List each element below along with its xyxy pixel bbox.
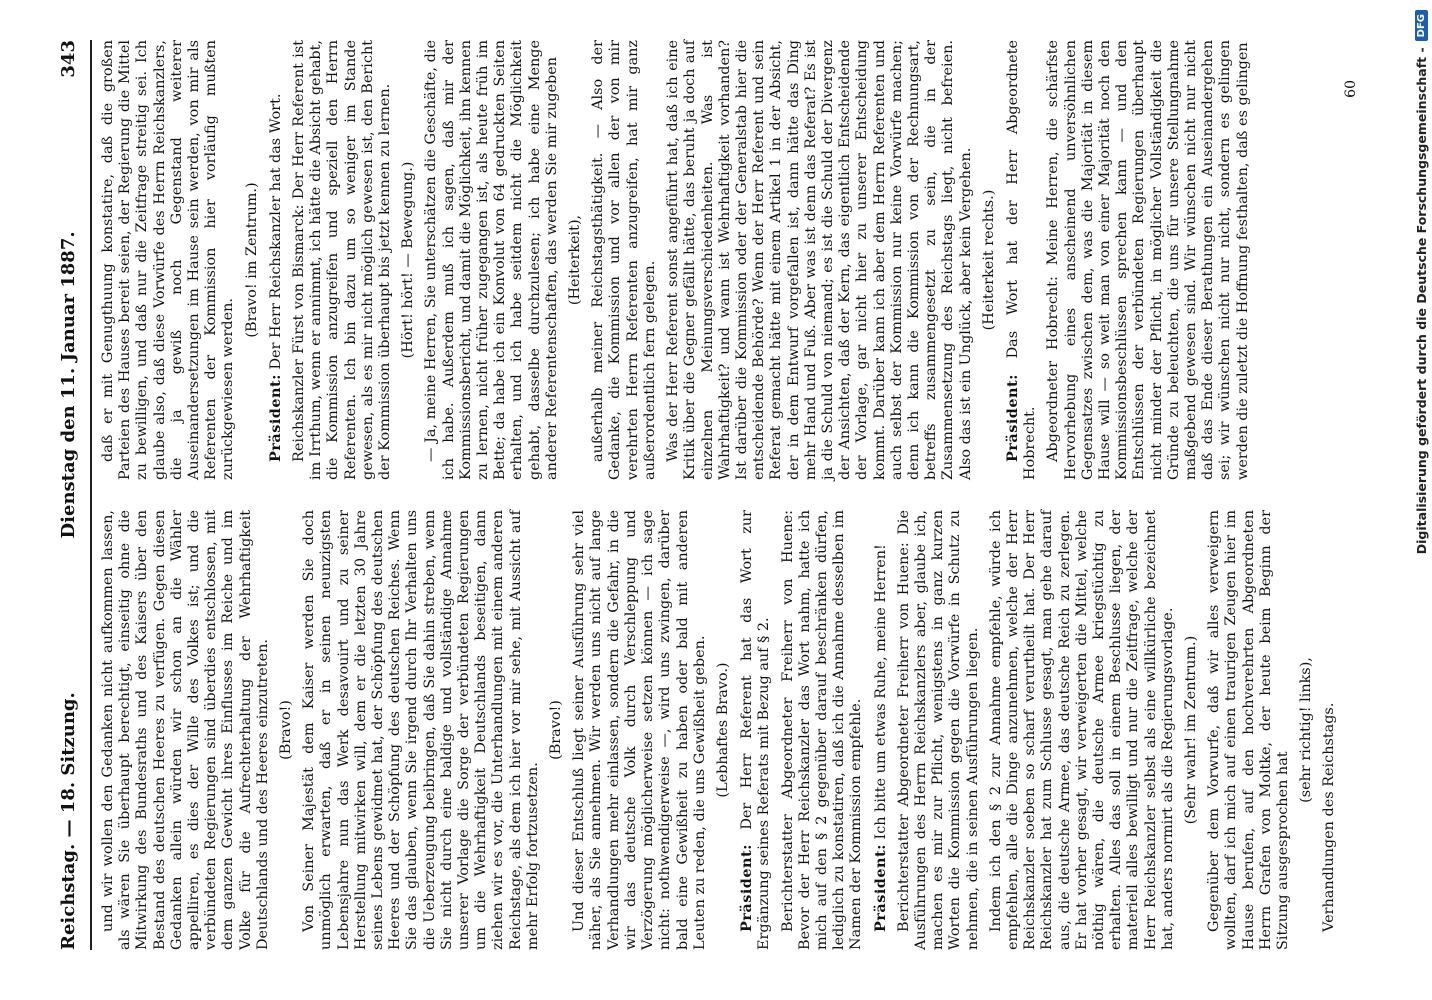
paragraph: daß er mit Genugthuung konstatire, daß die großen Parteien des Hauses bereit seien, der Regierung die Mittel zu bewilligen, und daß nur die Zeitfrage streitig sei. Ich glaube also, daß diese Vorwürfe des Herrn Reichskanzlers, die ja gewiß noch Gegenstand weiterer Auseinandersetzungen im Hause sein werden, von mir als Referenten der Kommission hier vorläufig mußten zurückgewiesen werden. [100,40,237,480]
page-header [60,40,92,950]
speaker-paragraph [872,510,890,950]
paragraph: Indem ich den § 2 zur Annahme empfehle, würde ich empfehlen, alle die Dinge anzunehmen, welche der Herr Reichskanzler soeben so scharf verurtheilt hat. Der Herr Reichskanzler hat zum Schlusse gesagt, man gehe darauf aus, die deutsche Armee, das deutsche Reich zu zerlegen. Er hat vorher gesagt, wir verweigerten die Mittel, welche nöthig wären, die deutsche Armee kriegstüchtig zu erhalten. Alles das soll in einem Beschlusse liegen, der materiell alles bewilligt und nur die Zeitfrage, welche der Herr Reichskanzler selbst als eine willkürliche bezeichnet hat, anders normirt als die Regierungsvorlage. [987,510,1176,950]
paragraph: Abgeordneter Hobrecht: Meine Herren, die schärfste Hervorhebung eines anscheinend unversöhnlichen Gegensatzes zwischen dem, was die Majorität in diesem Hause will — so weit man von einer Majorität noch den Kommissionsbeschlüssen sprechen kann — und den Entschlüssen der verbündeten Regierungen überhaupt nicht minder der Pflicht, in möglicher Vollständigkeit die Gründe zu beleuchten, die uns für unsere Stellungnahme maßgebend gewesen sind. Wir wünschen nicht nur nicht daß das Ende dieser Berathungen ein Auseinandergehen sei; wir wünschen nicht nur nicht, sondern es gelingen werden die zuletzt die Hoffnung festhalten, daß es gelingen [1045,40,1251,480]
speaker-paragraph [738,510,773,950]
page-number: 343 [58,40,79,78]
paragraph: — Ja, meine Herren, Sie unterschätzen die Geschäfte, die ich habe. Außerdem muß ich sagen, daß mir der Kommissionsbericht, und damit die Möglichkeit, ihn kennen zu lernen, nicht früher zugegangen ist, als heute früh im Bette; da habe ich ein Konvolut von 64 gedruckten Seiten erhalten, und ich habe seitdem nicht die Möglichkeit gehabt, dasselbe durchzulesen; ich habe eine Menge anderer Referentenschaften, das werden Sie mir zugeben [423,40,560,480]
stage-direction: (Bravo! im Zentrum.) [243,182,260,338]
speaker-text: Ich bitte um etwas Ruhe, meine Herren! [872,544,889,840]
speaker-name: Präsident: [1003,374,1021,462]
stage-direction: (Lebhaftes Bravo.) [714,662,731,798]
text-columns [100,39,1338,950]
paragraph: Und dieser Entschluß liegt seiner Ausführung sehr viel näher, als Sie annehmen. Wir werden uns nicht auf lange Verhandlungen mehr einlassen, sondern die Gefahr, in die wir das deutsche Volk durch Verschleppung und Verzögerung möglicherweise setzen können — ich sage nicht: nothwendigerweise —, wird uns zwingen, darüber bald eine Gewißheit zu haben oder bald mit anderen Leuten zu reden, die uns Gewißheit geben. [571,510,708,950]
speaker-paragraph [267,40,285,480]
paragraph: Von Seiner Majestät dem Kaiser werden Sie doch unmöglich erwarten, daß er in seinen neunzigsten Lebensjahre nun das Werk desavouirt und zu seiner Herstellung mitwirken will, dem er die letzten 30 Jahre seines Lebens gewidmet hat, der Schöpfung des deutschen Heeres und der Schöpfung des deutschen Reiches. Wenn Sie das glauben, wenn Sie irgend durch Ihr Verhalten uns die Ueberzeugung beibringen, daß Sie dahin streben, wenn Sie nicht durch eine baldige und vollständige Annahme unserer Vorlage die Sorge der verbündeten Regierungen um die Wehrhaftigkeit Deutschlands beseitigen, dann ziehen wir es vor, die Unterhandlungen mit einem anderen Reichstage, als dem ich hier vor mir sehe, mit Aussicht auf mehr Erfolg fortzusetzen. [301,510,541,950]
speaker-paragraph [1004,40,1039,480]
speaker-name: Präsident: [871,844,889,932]
stage-direction: (Sehr wahr! im Zentrum.) [1182,635,1199,825]
stage-direction: (Hört! hört! — Bewegung.) [400,161,417,359]
stage-direction: (Bravo!) [548,700,565,760]
credit-text: Digitalisierung gefördert durch die Deutsche Forschungsgemeinschaft - [1413,47,1429,555]
speaker-name: Präsident: [738,844,756,932]
paragraph: Gegenüber dem Vorwurfe, daß wir alles verweigern wollten, darf ich mich auf einen traurigen Zeugen hier im Hause berufen, auf den hochverehrten Abgeordneten Herrn Grafen von Moltke, der heute beim Beginn der Sitzung ausgesprochen hat [1206,510,1291,950]
paragraph: und wir wollen den Gedanken nicht aufkommen lassen, als wären Sie überhaupt berechtigt, einseitig ohne die Mitwirkung des Bundesraths und des Kaisers über den Bestand des deutschen Heeres zu verfügen. Gegen diesen Gedanken allein würden wir schon an die Wähler appelliren, es dies der Wille des Volkes ist; und die verbündeten Regierungen sind überdies entschlossen, mit dem ganzen Gewicht ihres Einflusses im Reiche und im Volke für die Aufrechterhaltung der Wehrhaftigkeit Deutschlands und des Heeres einzutreten. [100,510,271,950]
digitization-credit [1412,10,1430,990]
paragraph: Reichskanzler Fürst von Bismarck: Der Herr Referent ist im Irrthum, wenn er annimmt, ich hätte die Absicht gehabt, die Kommission anzugreifen und speziell den Herrn Referenten. Ich bin dazu um so weniger im Stande gewesen, als es mir nicht möglich gewesen ist, den Bericht der Kommission überhaupt bis jetzt kennen zu lernen. [291,40,394,480]
stage-direction: (Bravo!) [278,700,295,760]
paragraph: Berichterstatter Abgeordneter Freiherr von Huene: Bevor der Herr Reichskanzler das Wort nahm, hatte ich mich auf den § 2 gegenüber darauf beschränken dürfen, lediglich zu konstatiren, daß ich die Annahme desselben im Namen der Kommission empfehle. [779,510,865,950]
stage-direction: (Heiterkeit rechts.) [980,189,997,331]
left-column [100,510,1338,950]
paragraph: Verhandlungen des Reichstags. [1321,702,1338,932]
stage-direction: (sehr richtig! links), [1298,657,1315,803]
speaker-text: Das Wort hat der Herr Abgeordnete Hobrecht. [1004,39,1039,480]
page-foot: 60 [1342,80,1359,98]
speaker-text: Der Herr Referent hat das Wort zur Ergänzung seines Referats mit Bezug auf § 2. [739,510,773,950]
paragraph: Berichterstatter Abgeordneter Freiherr von Huene: Die Ausführungen des Herrn Reichskanzlers aber, glaube ich, machen es mir zur Pflicht, wenigstens in ganz kurzen Worten die Kommission gegen die Vorwürfe in Schutz zu nehmen, die in seinen Ausführungen liegen. [895,510,981,950]
header-left: Reichstag. — 18. Sitzung. [58,692,79,950]
scanned-page [20,0,1390,990]
paragraph: Was der Herr Referent sonst angeführt hat, daß ich eine Kritik über die Gegner gefällt hätte, das beruht ja doch auf einzelnen Meinungsverschiedenheiten. Was ist Wahrhaftigkeit? und wann ist Wehrhaftigkeit vorhanden? Ist darüber die Kommission oder der Generalstab hier die entscheidende Behörde? Wenn der Herr Referent und sein Referat gemacht hätte mit einem Artikel 1 in der Absicht, der in dem Entwurf vorgefallen ist, dann hätte das Ding mehr Hand und Fuß. Aber was ist denn das Referat? Es ist ja die Schuld von niemand; es ist die Schuld der Divergenz der Ansichten, daß der Kern, das eigentlich Entscheidende der Vorlage, gar nicht hier zu unserer Entscheidung kommt. Darüber kann ich aber dem Herrn Referenten und auch selbst der Kommission nur keine Vorwürfe machen; denn ich kann die Kommission von der Rechnungsart, betreffs zusammengesetzt zu sein, die in der Zusammensetzung des Reichstags liegt, nicht befreien. Also das ist ein Unglück, aber kein Vergehen. [665,40,974,480]
paragraph: außerhalb meiner Reichstagsthätigkeit. — Also der Gedanke, die Kommission und vor allen der von mir verehrten Herrn Referenten anzugreifen, hat mir ganz außerordentlich fern gelegen. [590,40,658,480]
dfg-logo: DFG [1415,10,1428,41]
speaker-text: Der Herr Reichskanzler hat das Wort. [267,93,284,370]
stage-direction: (Heiterkeit), [567,214,584,306]
speaker-name: Präsident: [266,374,284,462]
header-center: Dienstag den 11. Januar 1887. [58,231,79,539]
right-column [100,40,1330,480]
